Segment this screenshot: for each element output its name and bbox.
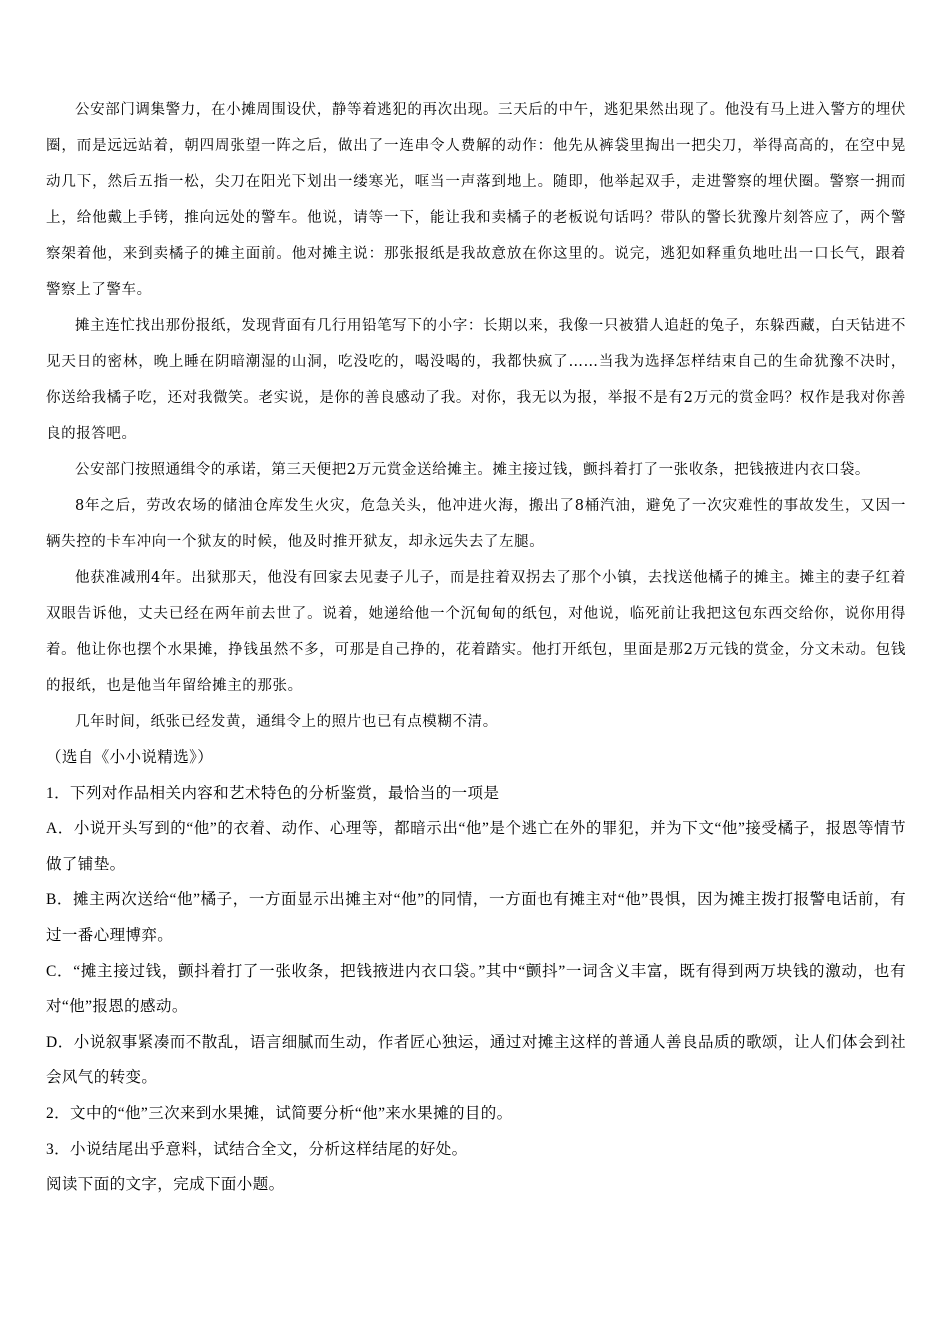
- source-citation: （选自《小小说精选》）: [46, 749, 214, 766]
- story-text: [46, 92, 906, 740]
- next-reading-instruction: 阅读下面的文字，完成下面小题。: [46, 1176, 285, 1194]
- story-paragraph-4: 8年之后，劳改农场的储油仓库发生火灾，危急关头，他冲进火海，搬出了8桶汽油，避免了一次灾难性的事故发生，又因一辆失控的卡车冲向一个狱友的时候，他及时推开狱友，却永远失去了左腿。: [46, 498, 906, 550]
- question-2: 2．文中的“他”三次来到水果摊，试简要分析“他”来水果摊的目的。: [46, 1104, 513, 1122]
- question-1-stem: 1．下列对作品相关内容和艺术特色的分析鉴赏，最恰当的一项是: [46, 784, 500, 802]
- question-1-option-d: D．小说叙事紧凑而不散乱，语言细腻而生动，作者匠心独运，通过对摊主这样的普通人善良品质的歌颂，让人们体会到社会风气的转变。: [46, 1033, 906, 1087]
- story-paragraph-2: 摊主连忙找出那份报纸，发现背面有几行用铅笔写下的小字：长期以来，我像一只被猎人追赶的兔子，东躲西藏，白天钻进不见天日的密林，晚上睡在阴暗潮湿的山洞，吃没吃的，喝没喝的，我都快疯了……当我为选择怎样结束自己的生命犹豫不决时，你送给我橘子吃，还对我微笑。老实说，是你的善良感动了我。对你，我无以为报，举报不是有2万元的赏金吗？权作是我对你善良的报答吧。: [46, 318, 906, 442]
- story-paragraph-1: 公安部门调集警力，在小摊周围设伏，静等着逃犯的再次出现。三天后的中午，逃犯果然出现了。他没有马上进入警方的埋伏圈，而是远远站着，朝四周张望一阵之后，做出了一连串令人费解的动作：他先从裤袋里掏出一把尖刀，举得高高的，在空中晃动几下，然后五指一松，尖刀在阳光下划出一缕寒光，哐当一声落到地上。随即，他举起双手，走进警察的埋伏圈。警察一拥而上，给他戴上手铐，推向远处的警车。他说，请等一下，能让我和卖橘子的老板说句话吗？带队的警长犹豫片刻答应了，两个警察架着他，来到卖橘子的摊主面前。他对摊主说：那张报纸是我故意放在你这里的。说完，逃犯如释重负地吐出一口长气，跟着警察上了警车。: [46, 102, 906, 298]
- question-3: 3．小说结尾出乎意料，试结合全文，分析这样结尾的好处。: [46, 1140, 468, 1158]
- question-1-option-a: A．小说开头写到的“他”的衣着、动作、心理等，都暗示出“他”是个逃亡在外的罪犯，并为下文“他”接受橘子，报恩等情节做了铺垫。: [46, 820, 906, 873]
- questions-section: [46, 740, 906, 1203]
- story-paragraph-6: 几年时间，纸张已经发黄，通缉令上的照片也已有点模糊不清。: [75, 714, 498, 730]
- document-page: [46, 92, 906, 1203]
- question-1-option-c: C．“摊主接过钱，颤抖着打了一张收条，把钱掖进内衣口袋。”其中“颤抖”一词含义丰富，既有得到两万块钱的激动，也有对“他”报恩的感动。: [46, 962, 906, 1016]
- story-paragraph-5: 他获准减刑4年。出狱那天，他没有回家去见妻子儿子，而是拄着双拐去了那个小镇，去找送他橘子的摊主。摊主的妻子红着双眼告诉他，丈夫已经在两年前去世了。说着，她递给他一个沉甸甸的纸包，对他说，临死前让我把这包东西交给你，说你用得着。他让你也摆个水果摊，挣钱虽然不多，可那是自己挣的，花着踏实。他打开纸包，里面是那2万元钱的赏金，分文未动。包钱的报纸，也是他当年留给摊主的那张。: [46, 570, 906, 694]
- question-1-option-b: B．摊主两次送给“他”橘子，一方面显示出摊主对“他”的同情，一方面也有摊主对“他”畏惧，因为摊主拨打报警电话前，有过一番心理博弈。: [46, 891, 906, 944]
- story-paragraph-3: 公安部门按照通缉令的承诺，第三天便把2万元赏金送给摊主。摊主接过钱，颤抖着打了一张收条，把钱掖进内衣口袋。: [75, 462, 871, 478]
